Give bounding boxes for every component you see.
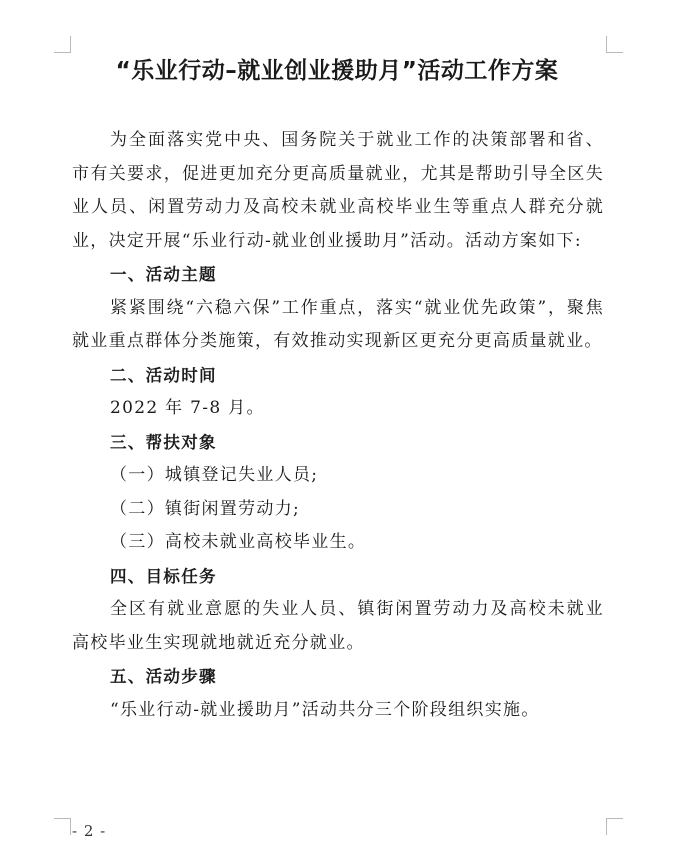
section-heading-targets: 三、帮扶对象 <box>110 432 217 452</box>
document-body <box>72 124 604 727</box>
section-heading-steps: 五、活动步骤 <box>110 667 217 686</box>
page-corner-top-right <box>606 36 623 53</box>
target-item-2: （二）镇街闲置劳动力; <box>110 498 301 519</box>
page-corner-top-left <box>54 36 71 53</box>
section-body-goals: 全区有就业意愿的失业人员、镇街闲置劳动力及高校未就业高校毕业生实现就地就近充分就业。 <box>72 599 604 653</box>
page-corner-bottom-right <box>606 818 623 835</box>
target-item-1: （一）城镇登记失业人员; <box>110 465 319 485</box>
intro-paragraph: 为全面落实党中央、国务院关于就业工作的决策部署和省、市有关要求，促进更加充分更高质量就业，尤其是帮助引导全区失业人员、闲置劳动力及高校未就业高校毕业生等重点人群充分就业，决定开展“乐业行动-就业创业援助月”活动。活动方案如下: <box>72 130 604 251</box>
section-heading-time: 二、活动时间 <box>110 365 217 385</box>
section-heading-theme: 一、活动主题 <box>110 265 217 284</box>
document-title: “乐业行动–就业创业援助月”活动工作方案 <box>115 58 559 84</box>
section-body-theme: 紧紧围绕“六稳六保”工作重点，落实“就业优先政策”，聚焦就业重点群体分类施策，有效推动实现新区更充分更高质量就业。 <box>72 297 604 351</box>
target-item-3: （三）高校未就业高校毕业生。 <box>110 532 367 552</box>
section-heading-goals: 四、目标任务 <box>110 566 217 586</box>
section-body-time: 2022 年 7-8 月。 <box>110 398 265 418</box>
page-number: - 2 - <box>72 822 107 840</box>
section-body-steps: “乐业行动-就业援助月”活动共分三个阶段组织实施。 <box>110 699 540 720</box>
page-corner-bottom-left <box>54 818 71 835</box>
